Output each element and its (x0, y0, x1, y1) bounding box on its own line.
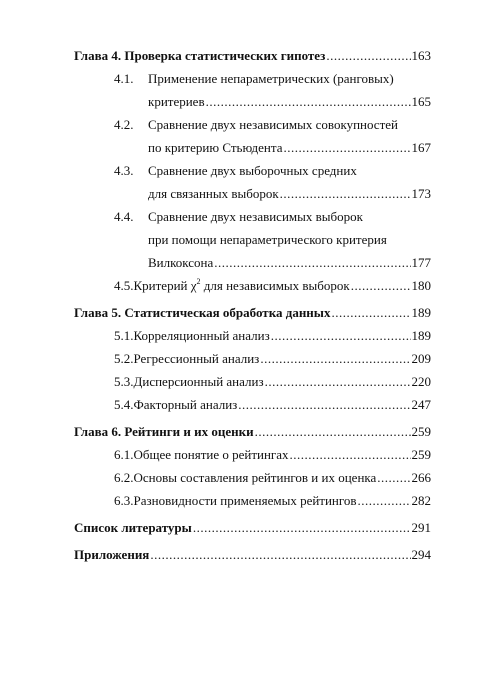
toc-page-number: 173 (411, 186, 431, 201)
toc-leader-dots (351, 274, 411, 297)
toc-leader-dots (326, 44, 410, 67)
toc-entry-number: 6.1. (114, 447, 134, 462)
toc-leader-dots (255, 420, 411, 443)
toc-entry-4-3-line2[interactable] (74, 182, 431, 205)
toc-entry-number: 6.2. (114, 470, 134, 485)
toc-page-number: 189 (411, 305, 431, 320)
toc-entry-title: Общее понятие о рейтингах (133, 447, 289, 462)
toc-entry-title (134, 274, 350, 297)
toc-entry-4-5[interactable] (74, 274, 431, 297)
toc-page-number: 220 (411, 374, 431, 389)
toc-entry-title: Разновидности применяемых рейтингов (133, 493, 357, 508)
toc-appendices[interactable] (74, 543, 431, 566)
toc-page-number: 291 (411, 520, 431, 535)
toc-entry-number: 5.2. (114, 351, 134, 366)
toc-references[interactable] (74, 516, 431, 539)
toc-page-number: 259 (411, 424, 431, 439)
toc-entry-title: Основы составления рейтингов и их оценка (133, 470, 377, 485)
toc-chapter-title: Приложения (74, 547, 150, 562)
toc-page-number: 259 (411, 447, 431, 462)
toc-page-number: 282 (411, 493, 431, 508)
toc-entry-title: Регрессионный анализ (133, 351, 260, 366)
toc-leader-dots (193, 516, 411, 539)
toc-page-number: 180 (411, 278, 431, 293)
toc-entry-number: 5.1. (114, 328, 134, 343)
toc-leader-dots (271, 324, 411, 347)
toc-entry-title-cont: Вилкоксона (148, 255, 214, 270)
toc-entry-title-pre: Критерий χ (133, 278, 197, 293)
toc-entry-title: Факторный анализ (133, 397, 238, 412)
toc-entry-6-3[interactable] (74, 489, 431, 512)
toc-entry-title: Корреляционный анализ (133, 328, 270, 343)
toc-entry-title-cont: по критерию Стьюдента (148, 140, 283, 155)
toc-chapter-title: Глава 4. Проверка статистических гипотез (74, 48, 326, 63)
toc-page-number: 294 (411, 547, 431, 562)
toc-entry-number: 4.3. (114, 163, 134, 178)
toc-entry-title-cont: для связанных выборок (148, 186, 279, 201)
toc-leader-dots (290, 443, 411, 466)
toc-page-number: 163 (411, 48, 431, 63)
toc-entry-4-2-line1[interactable] (74, 113, 431, 136)
toc-page-number: 266 (411, 470, 431, 485)
toc-entry-title: Сравнение двух независимых выборок (148, 209, 363, 224)
toc-leader-dots (238, 393, 410, 416)
toc-entry-4-3-line1[interactable] (74, 159, 431, 182)
toc-entry-6-1[interactable] (74, 443, 431, 466)
toc-chapter-6[interactable] (74, 420, 431, 443)
toc-leader-dots (377, 466, 410, 489)
toc-entry-title-cont: при помощи непараметрического критерия (148, 232, 387, 247)
toc-entry-number: 5.4. (114, 397, 134, 412)
toc-entry-number: 6.3. (114, 493, 134, 508)
toc-entry-5-2[interactable] (74, 347, 431, 370)
table-of-contents (74, 44, 431, 566)
toc-entry-title-cont: критериев (148, 94, 205, 109)
toc-entry-title: Сравнение двух выборочных средних (148, 163, 357, 178)
toc-leader-dots (331, 301, 410, 324)
toc-entry-5-3[interactable] (74, 370, 431, 393)
toc-entry-number: 5.3. (114, 374, 134, 389)
toc-page-number: 189 (411, 328, 431, 343)
toc-page-number: 165 (411, 94, 431, 109)
toc-entry-4-4-line1[interactable] (74, 205, 431, 228)
toc-leader-dots (280, 182, 411, 205)
toc-page-number: 167 (411, 140, 431, 155)
toc-entry-6-2[interactable] (74, 466, 431, 489)
toc-entry-4-2-line2[interactable] (74, 136, 431, 159)
toc-entry-title: Дисперсионный анализ (133, 374, 264, 389)
toc-page-number: 209 (411, 351, 431, 366)
toc-entry-4-4-line2[interactable] (74, 228, 431, 251)
toc-page-number: 177 (411, 255, 431, 270)
toc-leader-dots (214, 251, 410, 274)
toc-page-number: 247 (411, 397, 431, 412)
toc-leader-dots (283, 136, 410, 159)
toc-chapter-4[interactable] (74, 44, 431, 67)
toc-chapter-5[interactable] (74, 301, 431, 324)
toc-entry-4-4-line3[interactable] (74, 251, 431, 274)
toc-leader-dots (265, 370, 411, 393)
toc-leader-dots (206, 90, 411, 113)
toc-chapter-title: Список литературы (74, 520, 192, 535)
toc-entry-4-1-line1[interactable] (74, 67, 431, 90)
toc-entry-number: 4.2. (114, 117, 134, 132)
toc-entry-title: Сравнение двух независимых совокупностей (148, 117, 398, 132)
toc-entry-5-1[interactable] (74, 324, 431, 347)
toc-entry-number: 4.4. (114, 209, 134, 224)
toc-entry-5-4[interactable] (74, 393, 431, 416)
toc-chapter-title: Глава 5. Статистическая обработка данных (74, 305, 331, 320)
toc-chapter-title: Глава 6. Рейтинги и их оценки (74, 424, 254, 439)
toc-entry-4-1-line2[interactable] (74, 90, 431, 113)
toc-leader-dots (150, 543, 410, 566)
superscript: 2 (196, 277, 201, 286)
toc-entry-title-post: для независимых выборок (200, 278, 350, 293)
toc-entry-title: Применение непараметрических (ранговых) (148, 71, 394, 86)
toc-entry-number: 4.5. (114, 278, 134, 293)
toc-leader-dots (260, 347, 410, 370)
toc-leader-dots (358, 489, 411, 512)
toc-entry-number: 4.1. (114, 71, 134, 86)
